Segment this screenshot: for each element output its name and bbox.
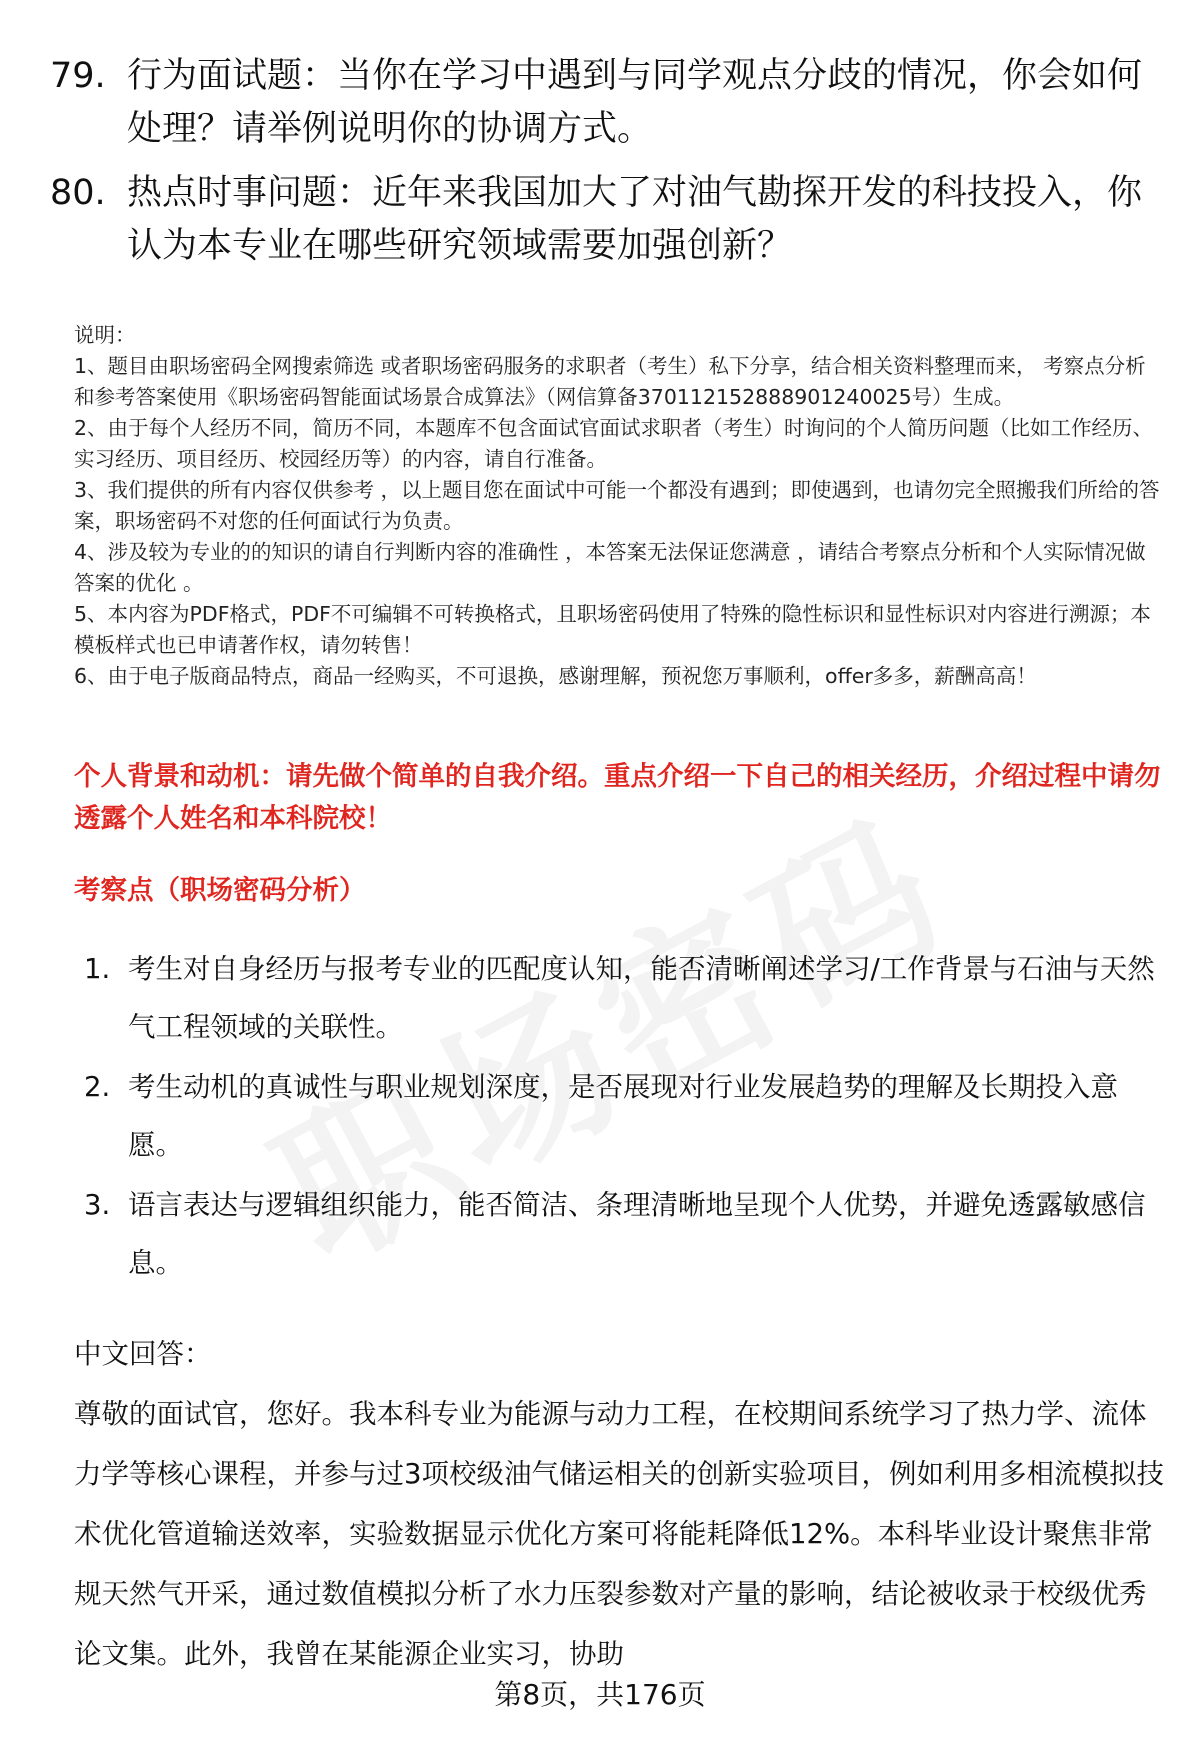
analysis-point bbox=[84, 1176, 1164, 1292]
note-item: 4、涉及较为专业的的知识的请自行判断内容的准确性 ，本答案无法保证您满意 ，请结合考察点分析和个人实际情况做答案的优化 。 bbox=[74, 540, 1146, 595]
analysis-point-text: 考生对自身经历与报考专业的匹配度认知，能否清晰阐述学习/工作背景与石油与天然气工程领域的关联性。 bbox=[128, 953, 1155, 1043]
analysis-point-number: 3. bbox=[84, 1189, 111, 1221]
interview-prompt: 个人背景和动机：请先做个简单的自我介绍。重点介绍一下自己的相关经历，介绍过程中请勿透露个人姓名和本科院校！ bbox=[74, 761, 1161, 834]
notes-section bbox=[74, 320, 1164, 692]
note-item: 5、本内容为PDF格式，PDF不可编辑不可转换格式，且职场密码使用了特殊的隐性标识和显性标识对内容进行溯源；本模板样式也已申请著作权，请勿转售！ bbox=[74, 602, 1151, 657]
analysis-point bbox=[84, 940, 1164, 1056]
note-item: 2、由于每个人经历不同，简历不同，本题库不包含面试官面试求职者（考生）时询问的个人简历问题（比如工作经历、实习经历、项目经历、校园经历等）的内容，请自行准备。 bbox=[74, 416, 1154, 471]
question-text: 热点时事问题：近年来我国加大了对油气勘探开发的科技投入，你认为本专业在哪些研究领域需要加强创新？ bbox=[127, 173, 1143, 266]
note-item: 1、题目由职场密码全网搜索筛选 或者职场密码服务的求职者（考生）私下分享，结合相关资料整理而来， 考察点分析和参考答案使用《职场密码智能面试场景合成算法》（网信算备370112152888901240025号）生成。 bbox=[74, 354, 1146, 409]
question-text: 行为面试题：当你在学习中遇到与同学观点分歧的情况，你会如何处理？请举例说明你的协调方式。 bbox=[127, 56, 1143, 149]
page-footer: 第8页，共176页 bbox=[494, 1678, 706, 1711]
analysis-point-number: 2. bbox=[84, 1071, 111, 1103]
question-number: 79. bbox=[50, 56, 106, 96]
answer-label: 中文回答： bbox=[74, 1338, 212, 1370]
analysis-list bbox=[84, 940, 1164, 1294]
analysis-point bbox=[84, 1058, 1164, 1174]
note-item: 3、我们提供的所有内容仅供参考 ，以上题目您在面试中可能一个都没有遇到；即使遇到，也请勿完全照搬我们所给的答案，职场密码不对您的任何面试行为负责。 bbox=[74, 478, 1160, 533]
notes-title: 说明： bbox=[74, 323, 136, 347]
answer-text: 尊敬的面试官，您好。我本科专业为能源与动力工程，在校期间系统学习了热力学、流体力学等核心课程，并参与过3项校级油气储运相关的创新实验项目，例如利用多相流模拟技术优化管道输送效率，实验数据显示优化方案可将能耗降低12%。本科毕业设计聚焦非常规天然气开采，通过数值模拟分析了水力压裂参数对产量的影响，结论被收录于校级优秀论文集。此外，我曾在某能源企业实习，协助 bbox=[74, 1398, 1164, 1670]
question-79 bbox=[50, 50, 1160, 156]
analysis-point-text: 语言表达与逻辑组织能力，能否简洁、条理清晰地呈现个人优势，并避免透露敏感信息。 bbox=[128, 1189, 1146, 1279]
question-number: 80. bbox=[50, 173, 106, 213]
analysis-title: 考察点（职场密码分析） bbox=[74, 875, 366, 906]
analysis-point-number: 1. bbox=[84, 953, 111, 985]
question-80 bbox=[50, 167, 1160, 273]
analysis-point-text: 考生动机的真诚性与职业规划深度，是否展现对行业发展趋势的理解及长期投入意愿。 bbox=[128, 1071, 1118, 1161]
note-item: 6、由于电子版商品特点，商品一经购买，不可退换，感谢理解，预祝您万事顺利，offer多多，薪酬高高！ bbox=[74, 664, 1037, 688]
